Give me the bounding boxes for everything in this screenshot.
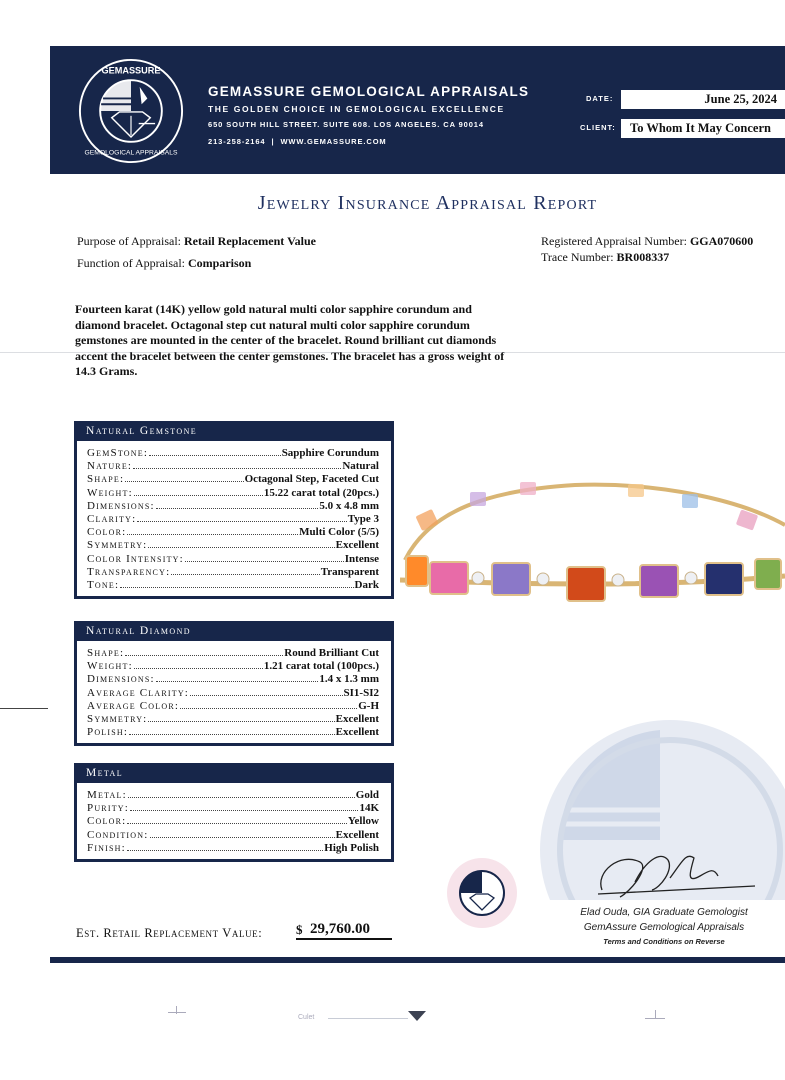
diamond-key: Symmetry: xyxy=(87,713,148,726)
culet-label: Culet xyxy=(298,1014,315,1021)
diamond-value: SI1-SI2 xyxy=(343,686,379,699)
metal-value: Yellow xyxy=(347,815,379,828)
gem-value: 5.0 x 4.8 mm xyxy=(319,499,379,512)
gem-key: Dimensions: xyxy=(87,499,155,512)
gem-value: 15.22 carat total (20pcs.) xyxy=(263,486,379,499)
client-value xyxy=(621,119,785,138)
gem-row xyxy=(87,500,379,513)
metal-row xyxy=(87,842,379,855)
registered-value: GGA070600 xyxy=(689,234,754,248)
back-stone xyxy=(415,509,438,531)
crop-mark-left xyxy=(168,1012,186,1013)
function-value: Comparison xyxy=(188,256,252,270)
date-value xyxy=(621,90,785,109)
metal-key: Purity: xyxy=(87,802,130,815)
gem-value: Intense xyxy=(344,552,379,565)
front-stone-green xyxy=(755,559,781,589)
natural-diamond-panel xyxy=(74,621,394,746)
front-stone-violet xyxy=(492,563,530,595)
footer-band xyxy=(50,957,785,963)
signature-stroke xyxy=(598,856,755,897)
natural-gemstone-heading: Natural Gemstone xyxy=(86,425,198,437)
diamond-key: Weight: xyxy=(87,660,133,673)
gem-key: Nature: xyxy=(87,460,133,473)
bracelet-back-chain xyxy=(405,485,785,560)
svg-text:GEMOLOGICAL APPRAISALS: GEMOLOGICAL APPRAISALS xyxy=(84,149,178,157)
purpose-line xyxy=(77,234,316,249)
gem-row xyxy=(87,487,379,500)
diamond-value: 1.21 carat total (100pcs.) xyxy=(263,660,379,673)
diamond-key: Average Color: xyxy=(87,699,180,712)
metal-value: High Polish xyxy=(324,841,379,854)
appraiser-name: Elad Ouda, GIA Graduate Gemologist xyxy=(580,907,748,918)
gem-value: Dark xyxy=(354,579,379,592)
gem-value: Natural xyxy=(342,460,379,473)
gem-row xyxy=(87,447,379,460)
front-stone-orange-red xyxy=(567,567,605,601)
diamond-row xyxy=(87,700,379,713)
front-stone-orange xyxy=(406,556,428,586)
metal-value: Gold xyxy=(355,789,379,801)
gem-key: Color Intensity: xyxy=(87,552,184,565)
natural-diamond-body xyxy=(77,641,391,743)
diamond-key: Polish: xyxy=(87,726,129,739)
est-value-label: Est. Retail Replacement Value: xyxy=(76,926,263,940)
diamond-row xyxy=(87,673,379,686)
diamond-key: Average Clarity: xyxy=(87,686,190,699)
back-stone xyxy=(470,492,486,506)
leader-dots xyxy=(190,695,342,696)
est-value-amount: 29,760.00 xyxy=(310,921,370,937)
gem-key: Clarity: xyxy=(87,513,137,526)
report-title: Jewelry Insurance Appraisal Report xyxy=(257,192,598,214)
diamond-row xyxy=(87,647,379,660)
diamond-row xyxy=(87,687,379,700)
metal-value: Excellent xyxy=(335,828,379,841)
metal-row xyxy=(87,789,379,802)
natural-gemstone-body xyxy=(77,441,391,596)
culet-line xyxy=(328,1018,408,1019)
gem-value: Excellent xyxy=(335,539,379,552)
bracelet-front-stones xyxy=(406,556,781,601)
registered-line xyxy=(541,234,785,249)
leader-dots xyxy=(127,823,346,824)
leader-dots xyxy=(125,655,283,656)
terms-note: Terms and Conditions on Reverse xyxy=(603,937,725,946)
back-stone xyxy=(628,484,644,497)
diamond-accent xyxy=(472,572,484,584)
diamond-accent xyxy=(685,572,697,584)
diamond-row xyxy=(87,726,379,739)
metal-key: Condition: xyxy=(87,828,149,841)
appraiser-signature xyxy=(590,842,760,908)
function-line xyxy=(77,256,251,271)
metal-heading: Metal xyxy=(86,767,124,779)
leader-dots xyxy=(137,521,346,522)
gem-row xyxy=(87,566,379,579)
leader-dots xyxy=(125,481,243,482)
front-stone-pink xyxy=(430,562,468,594)
diamond-value: Excellent xyxy=(335,713,379,726)
scan-artifact-line xyxy=(0,352,785,353)
leader-dots xyxy=(128,797,355,798)
leader-dots xyxy=(129,734,334,735)
leader-dots xyxy=(130,810,358,811)
gem-key: GemStone: xyxy=(87,447,149,459)
gemassure-seal-logo xyxy=(78,58,184,164)
appraiser-company: GemAssure Gemological Appraisals xyxy=(583,922,745,933)
natural-gemstone-panel xyxy=(74,421,394,599)
contact-separator: | xyxy=(268,137,278,146)
gem-row xyxy=(87,473,379,486)
company-phone: 213-258-2164 xyxy=(208,137,266,146)
natural-diamond-heading: Natural Diamond xyxy=(86,625,191,637)
metal-row xyxy=(87,815,379,828)
metal-value: 14K xyxy=(359,802,379,815)
company-name: GEMASSURE GEMOLOGICAL APPRAISALS xyxy=(208,84,530,99)
svg-text:GEMASSURE: GEMASSURE xyxy=(101,65,161,76)
letterhead-band xyxy=(50,46,785,174)
bracelet-photo xyxy=(400,470,785,630)
registered-label: Registered Appraisal Number: xyxy=(541,234,687,248)
stamp-seal xyxy=(445,856,519,930)
diamond-row xyxy=(87,713,379,726)
diamond-accent xyxy=(612,574,624,586)
company-contact xyxy=(208,137,387,146)
gem-key: Color: xyxy=(87,526,127,539)
function-label: Function of Appraisal: xyxy=(77,256,185,270)
company-tagline: THE GOLDEN CHOICE IN GEMOLOGICAL EXCELLENCE xyxy=(208,104,505,114)
leader-dots xyxy=(127,534,298,535)
gem-row xyxy=(87,526,379,539)
gem-value: Transparent xyxy=(320,565,379,578)
metal-row xyxy=(87,802,379,815)
culet-arrow-icon xyxy=(407,1010,427,1022)
trace-label: Trace Number: xyxy=(541,250,614,264)
company-website[interactable]: WWW.GEMASSURE.COM xyxy=(280,137,387,146)
diamond-accent xyxy=(537,573,549,585)
date-label: DATE: xyxy=(586,94,614,103)
gem-value: Type 3 xyxy=(347,513,379,526)
diamond-key: Dimensions: xyxy=(87,673,155,686)
leader-dots xyxy=(156,508,319,509)
front-stone-blue xyxy=(705,563,743,595)
leader-dots xyxy=(148,547,334,548)
gem-row xyxy=(87,539,379,552)
client-label: CLIENT: xyxy=(580,123,616,132)
leader-dots xyxy=(134,668,263,669)
gem-row xyxy=(87,579,379,592)
purpose-label: Purpose of Appraisal: xyxy=(77,234,181,248)
gem-value: Octagonal Step, Faceted Cut xyxy=(244,473,379,486)
purpose-value: Retail Replacement Value xyxy=(184,234,316,248)
diamond-value: Excellent xyxy=(335,726,379,739)
gem-row xyxy=(87,513,379,526)
scan-artifact-mark xyxy=(0,708,48,709)
metal-key: Metal: xyxy=(87,789,127,801)
leader-dots xyxy=(134,495,263,496)
client-value-text: To Whom It May Concern xyxy=(630,121,771,135)
diamond-value: Round Brilliant Cut xyxy=(284,647,379,659)
crop-mark-left-tick xyxy=(176,1006,177,1014)
back-stone xyxy=(682,494,698,508)
gem-key: Tone: xyxy=(87,579,120,592)
leader-dots xyxy=(171,574,319,575)
trace-line xyxy=(541,250,669,265)
leader-dots xyxy=(149,455,281,456)
leader-dots xyxy=(185,561,344,562)
crop-mark-right-tick xyxy=(655,1010,656,1019)
metal-body xyxy=(77,783,391,859)
gem-row xyxy=(87,460,379,473)
company-address: 650 SOUTH HILL STREET. SUITE 608. LOS ANGELES. CA 90014 xyxy=(208,120,484,129)
gem-value: Sapphire Corundum xyxy=(281,447,379,459)
leader-dots xyxy=(133,468,341,469)
leader-dots xyxy=(120,587,353,588)
gem-row xyxy=(87,553,379,566)
metal-row xyxy=(87,829,379,842)
diamond-key: Shape: xyxy=(87,647,125,659)
gem-key: Symmetry: xyxy=(87,539,148,552)
back-stone xyxy=(520,482,536,495)
trace-value: BR008337 xyxy=(616,250,670,264)
leader-dots xyxy=(156,681,319,682)
gem-key: Weight: xyxy=(87,486,133,499)
metal-panel xyxy=(74,763,394,862)
leader-dots xyxy=(148,721,334,722)
gem-key: Shape: xyxy=(87,473,125,486)
diamond-value: G-H xyxy=(358,699,379,712)
gem-value: Multi Color (5/5) xyxy=(299,526,379,539)
date-value-text: June 25, 2024 xyxy=(704,92,777,106)
item-description: Fourteen karat (14K) yellow gold natural multi color sapphire corundum and diamond bracelet. Octagonal step cut natural multi color sapphire corundum gemstones are mounted in the center of the bracelet. Round brilliant cut diamonds accent the bracelet between the center gemstones. The bracelet has a gross weight of 14.3 Grams. xyxy=(75,302,505,379)
currency-symbol: $ xyxy=(296,922,303,937)
diamond-row xyxy=(87,660,379,673)
leader-dots xyxy=(150,837,335,838)
gem-key: Transparency: xyxy=(87,565,171,578)
leader-dots xyxy=(127,850,323,851)
metal-key: Finish: xyxy=(87,841,126,854)
diamond-value: 1.4 x 1.3 mm xyxy=(319,673,379,686)
metal-key: Color: xyxy=(87,815,127,828)
front-stone-purple xyxy=(640,565,678,597)
value-underline xyxy=(296,938,392,940)
leader-dots xyxy=(180,708,357,709)
